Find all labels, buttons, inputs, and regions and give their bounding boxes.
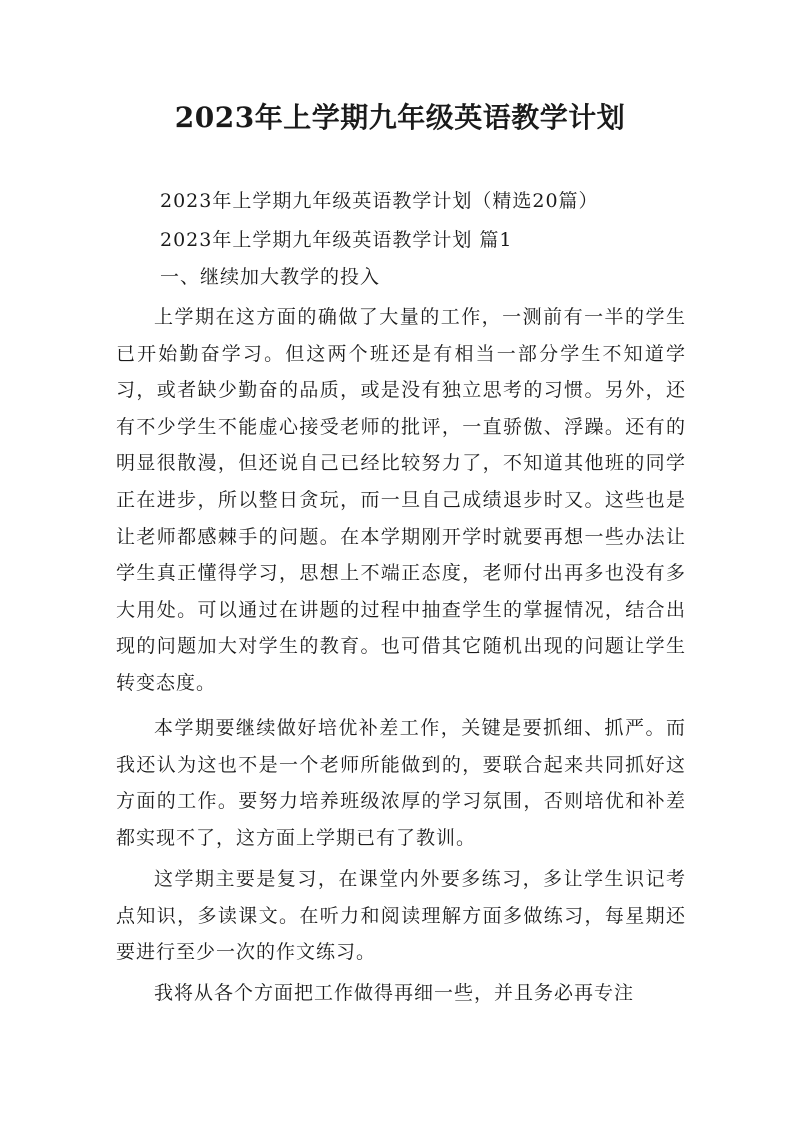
document-subtitle: 2023年上学期九年级英语教学计划（精选20篇） <box>160 190 599 212</box>
body-paragraph: 这学期主要是复习，在课堂内外要多练习，多让学生识记考点知识，多读课文。在听力和阅读理解方面多做练习，每星期还要进行至少一次的作文练习。 <box>116 868 686 964</box>
section-heading: 一、继续加大教学的投入 <box>160 266 381 288</box>
body-paragraph: 上学期在这方面的确做了大量的工作，一测前有一半的学生已开始勤奋学习。但这两个班还是有相当一部分学生不知道学习，或者缺少勤奋的品质，或是没有独立思考的习惯。另外，还有不少学生不能虚心接受老师的批评，一直骄傲、浮躁。还有的明显很散漫，但还说自己已经比较努力了，不知道其他班的同学正在进步，所以整日贪玩，而一旦自己成绩退步时又。这些也是让老师都感棘手的问题。在本学期刚开学时就要再想一些办法让学生真正懂得学习，思想上不端正态度，老师付出再多也没有多大用处。可以通过在讲题的过程中抽查学生的掌握情况，结合出现的问题加大对学生的教育。也可借其它随机出现的问题让学生转变态度。 <box>116 306 686 694</box>
document-title: 2023年上学期九年级英语教学计划 <box>174 101 626 134</box>
article-heading: 2023年上学期九年级英语教学计划 篇1 <box>160 229 513 251</box>
body-paragraph: 我将从各个方面把工作做得再细一些，并且务必再专注 <box>154 982 635 1004</box>
body-paragraph: 本学期要继续做好培优补差工作，关键是要抓细、抓严。而我还认为这也不是一个老师所能做到的，要联合起来共同抓好这方面的工作。要努力培养班级浓厚的学习氛围，否则培优和补差都实现不了，这方面上学期已有了教训。 <box>116 717 686 849</box>
